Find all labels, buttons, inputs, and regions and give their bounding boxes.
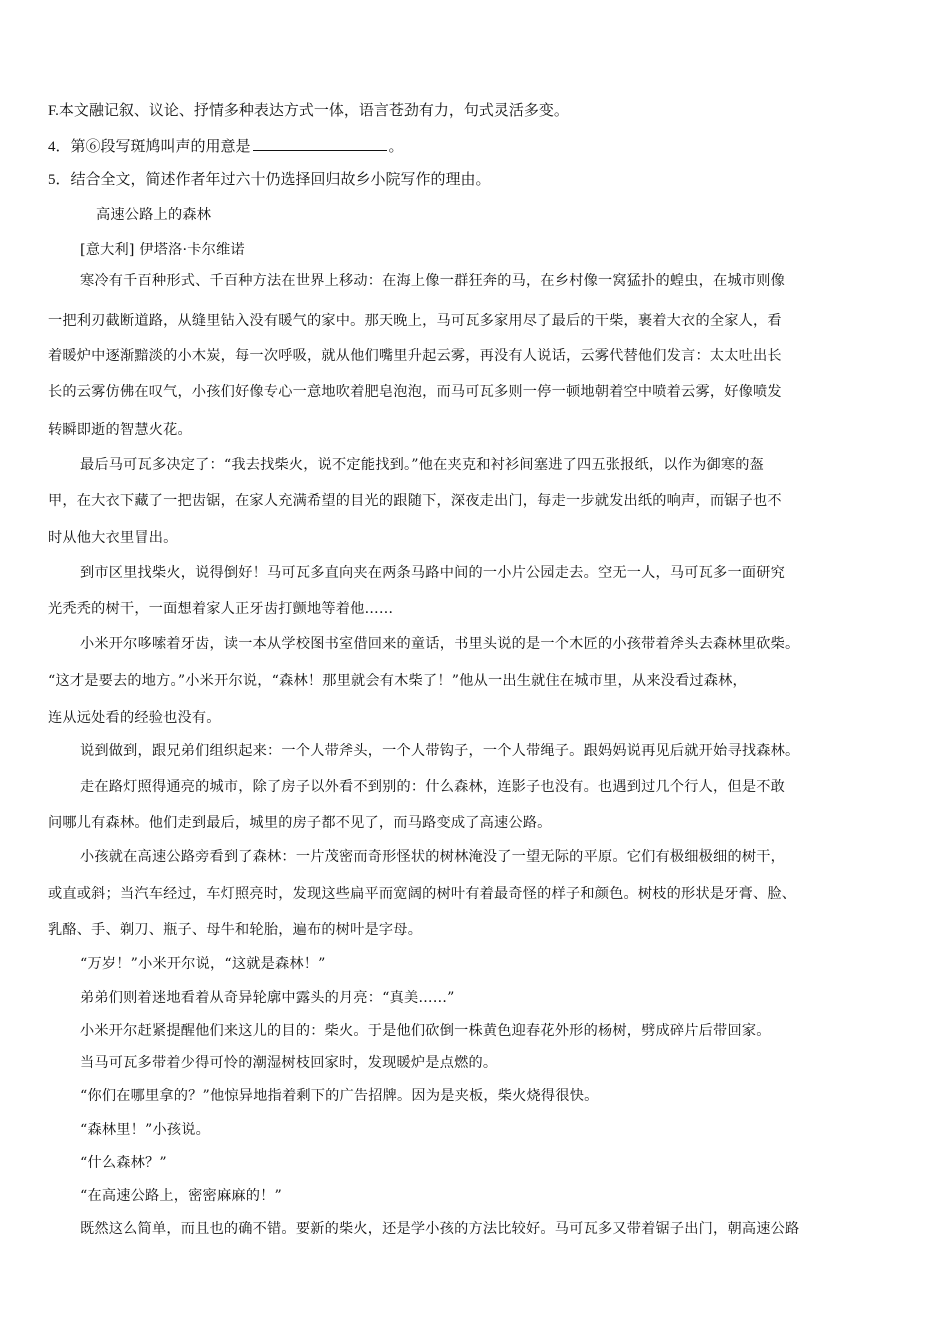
paragraph-line: 乳酪、手、剃刀、瓶子、母牛和轮胎，遍布的树叶是字母。 <box>48 922 423 938</box>
paragraph-line: 小米开尔赶紧提醒他们来这儿的目的：柴火。于是他们砍倒一株黄色迎春花外形的杨树，劈成碎片后带回家。 <box>80 1023 771 1039</box>
paragraph-line: 走在路灯照得通亮的城市，除了房子以外看不到别的：什么森林，连影子也没有。也遇到过几个行人，但是不敢 <box>80 779 785 795</box>
question-4 <box>48 136 908 157</box>
paragraph-line: “在高速公路上，密密麻麻的！” <box>80 1188 282 1204</box>
article-title: 高速公路上的森林 <box>96 207 212 223</box>
paragraph-line: 问哪儿有森林。他们走到最后，城里的房子都不见了，而马路变成了高速公路。 <box>48 815 552 831</box>
paragraph-line: 一把利刃截断道路，从缝里钻入没有暖气的家中。那天晚上，马可瓦多家用尽了最后的干柴，裹着大衣的全家人，看 <box>48 313 782 329</box>
paragraph-line: “森林里！”小孩说。 <box>80 1122 211 1138</box>
paragraph-line: 着暖炉中逐渐黯淡的小木炭，每一次呼吸，就从他们嘴里升起云雾，再没有人说话，云雾代替他们发言：太太吐出长 <box>48 348 782 364</box>
article-author: [意大利] 伊塔洛·卡尔维诺 <box>80 242 245 258</box>
paragraph-line: 最后马可瓦多决定了：“我去找柴火，说不定能找到。”他在夹克和衬衫间塞进了四五张报纸，以作为御寒的盔 <box>80 457 765 473</box>
paragraph-line: 小孩就在高速公路旁看到了森林：一片茂密而奇形怪状的树林淹没了一望无际的平原。它们有极细极细的树干， <box>80 849 785 865</box>
paragraph-line: 到市区里找柴火，说得倒好！马可瓦多直向夹在两条马路中间的一小片公园走去。空无一人，马可瓦多一面研究 <box>80 565 785 581</box>
paragraph-line: 甲，在大衣下藏了一把齿锯，在家人充满希望的目光的跟随下，深夜走出门，每走一步就发出纸的响声，而锯子也不 <box>48 493 782 509</box>
paragraph-line: 长的云雾仿佛在叹气，小孩们好像专心一意地吹着肥皂泡泡，而马可瓦多则一停一顿地朝着空中喷着云雾，好像喷发 <box>48 384 782 400</box>
paragraph-line: 说到做到，跟兄弟们组织起来：一个人带斧头，一个人带钩子，一个人带绳子。跟妈妈说再见后就开始寻找森林。 <box>80 743 800 759</box>
paragraph-line: 小米开尔哆嗦着牙齿，读一本从学校图书室借回来的童话，书里头说的是一个木匠的小孩带着斧头去森林里砍柴。 <box>80 636 800 652</box>
paragraph-line: 或直或斜；当汽车经过，车灯照亮时，发现这些扁平而宽阔的树叶有着最奇怪的样子和颜色。树枝的形状是牙膏、脸、 <box>48 886 797 902</box>
paragraph-line: 时从他大衣里冒出。 <box>48 530 178 546</box>
question-4-text: 4．第⑥段写斑鸠叫声的用意是 <box>48 139 251 155</box>
paragraph-line: “这才是要去的地方。”小米开尔说，“森林！那里就会有木柴了！”他从一出生就住在城市里，从来没看过森林， <box>48 673 747 689</box>
question-4-end: 。 <box>388 139 404 155</box>
paragraph-line: “万岁！”小米开尔说，“这就是森林！” <box>80 956 326 972</box>
paragraph-line: 当马可瓦多带着少得可怜的潮湿树枝回家时，发现暖炉是点燃的。 <box>80 1055 498 1071</box>
paragraph-line: “你们在哪里拿的？”他惊异地指着剩下的广告招牌。因为是夹板，柴火烧得很快。 <box>80 1088 599 1104</box>
paragraph-line: 连从远处看的经验也没有。 <box>48 710 221 726</box>
paragraph-line: 寒冷有千百种形式、千百种方法在世界上移动：在海上像一群狂奔的马，在乡村像一窝猛扑的蝗虫，在城市则像 <box>80 273 785 289</box>
paragraph-line: 光秃秃的树干，一面想着家人正牙齿打颤地等着他…… <box>48 601 394 617</box>
paragraph-line: 既然这么简单，而且也的确不错。要新的柴火，还是学小孩的方法比较好。马可瓦多又带着锯子出门，朝高速公路 <box>80 1221 800 1237</box>
option-f: F.本文融记叙、议论、抒情多种表达方式一体，语言苍劲有力，句式灵活多变。 <box>48 103 569 119</box>
question-5: 5．结合全文，简述作者年过六十仍选择回归故乡小院写作的理由。 <box>48 172 491 188</box>
answer-blank[interactable] <box>253 136 387 151</box>
paragraph-line: “什么森林？” <box>80 1155 167 1171</box>
paragraph-line: 转瞬即逝的智慧火花。 <box>48 422 192 438</box>
paragraph-line: 弟弟们则着迷地看着从奇异轮廓中露头的月亮：“真美……” <box>80 990 455 1006</box>
